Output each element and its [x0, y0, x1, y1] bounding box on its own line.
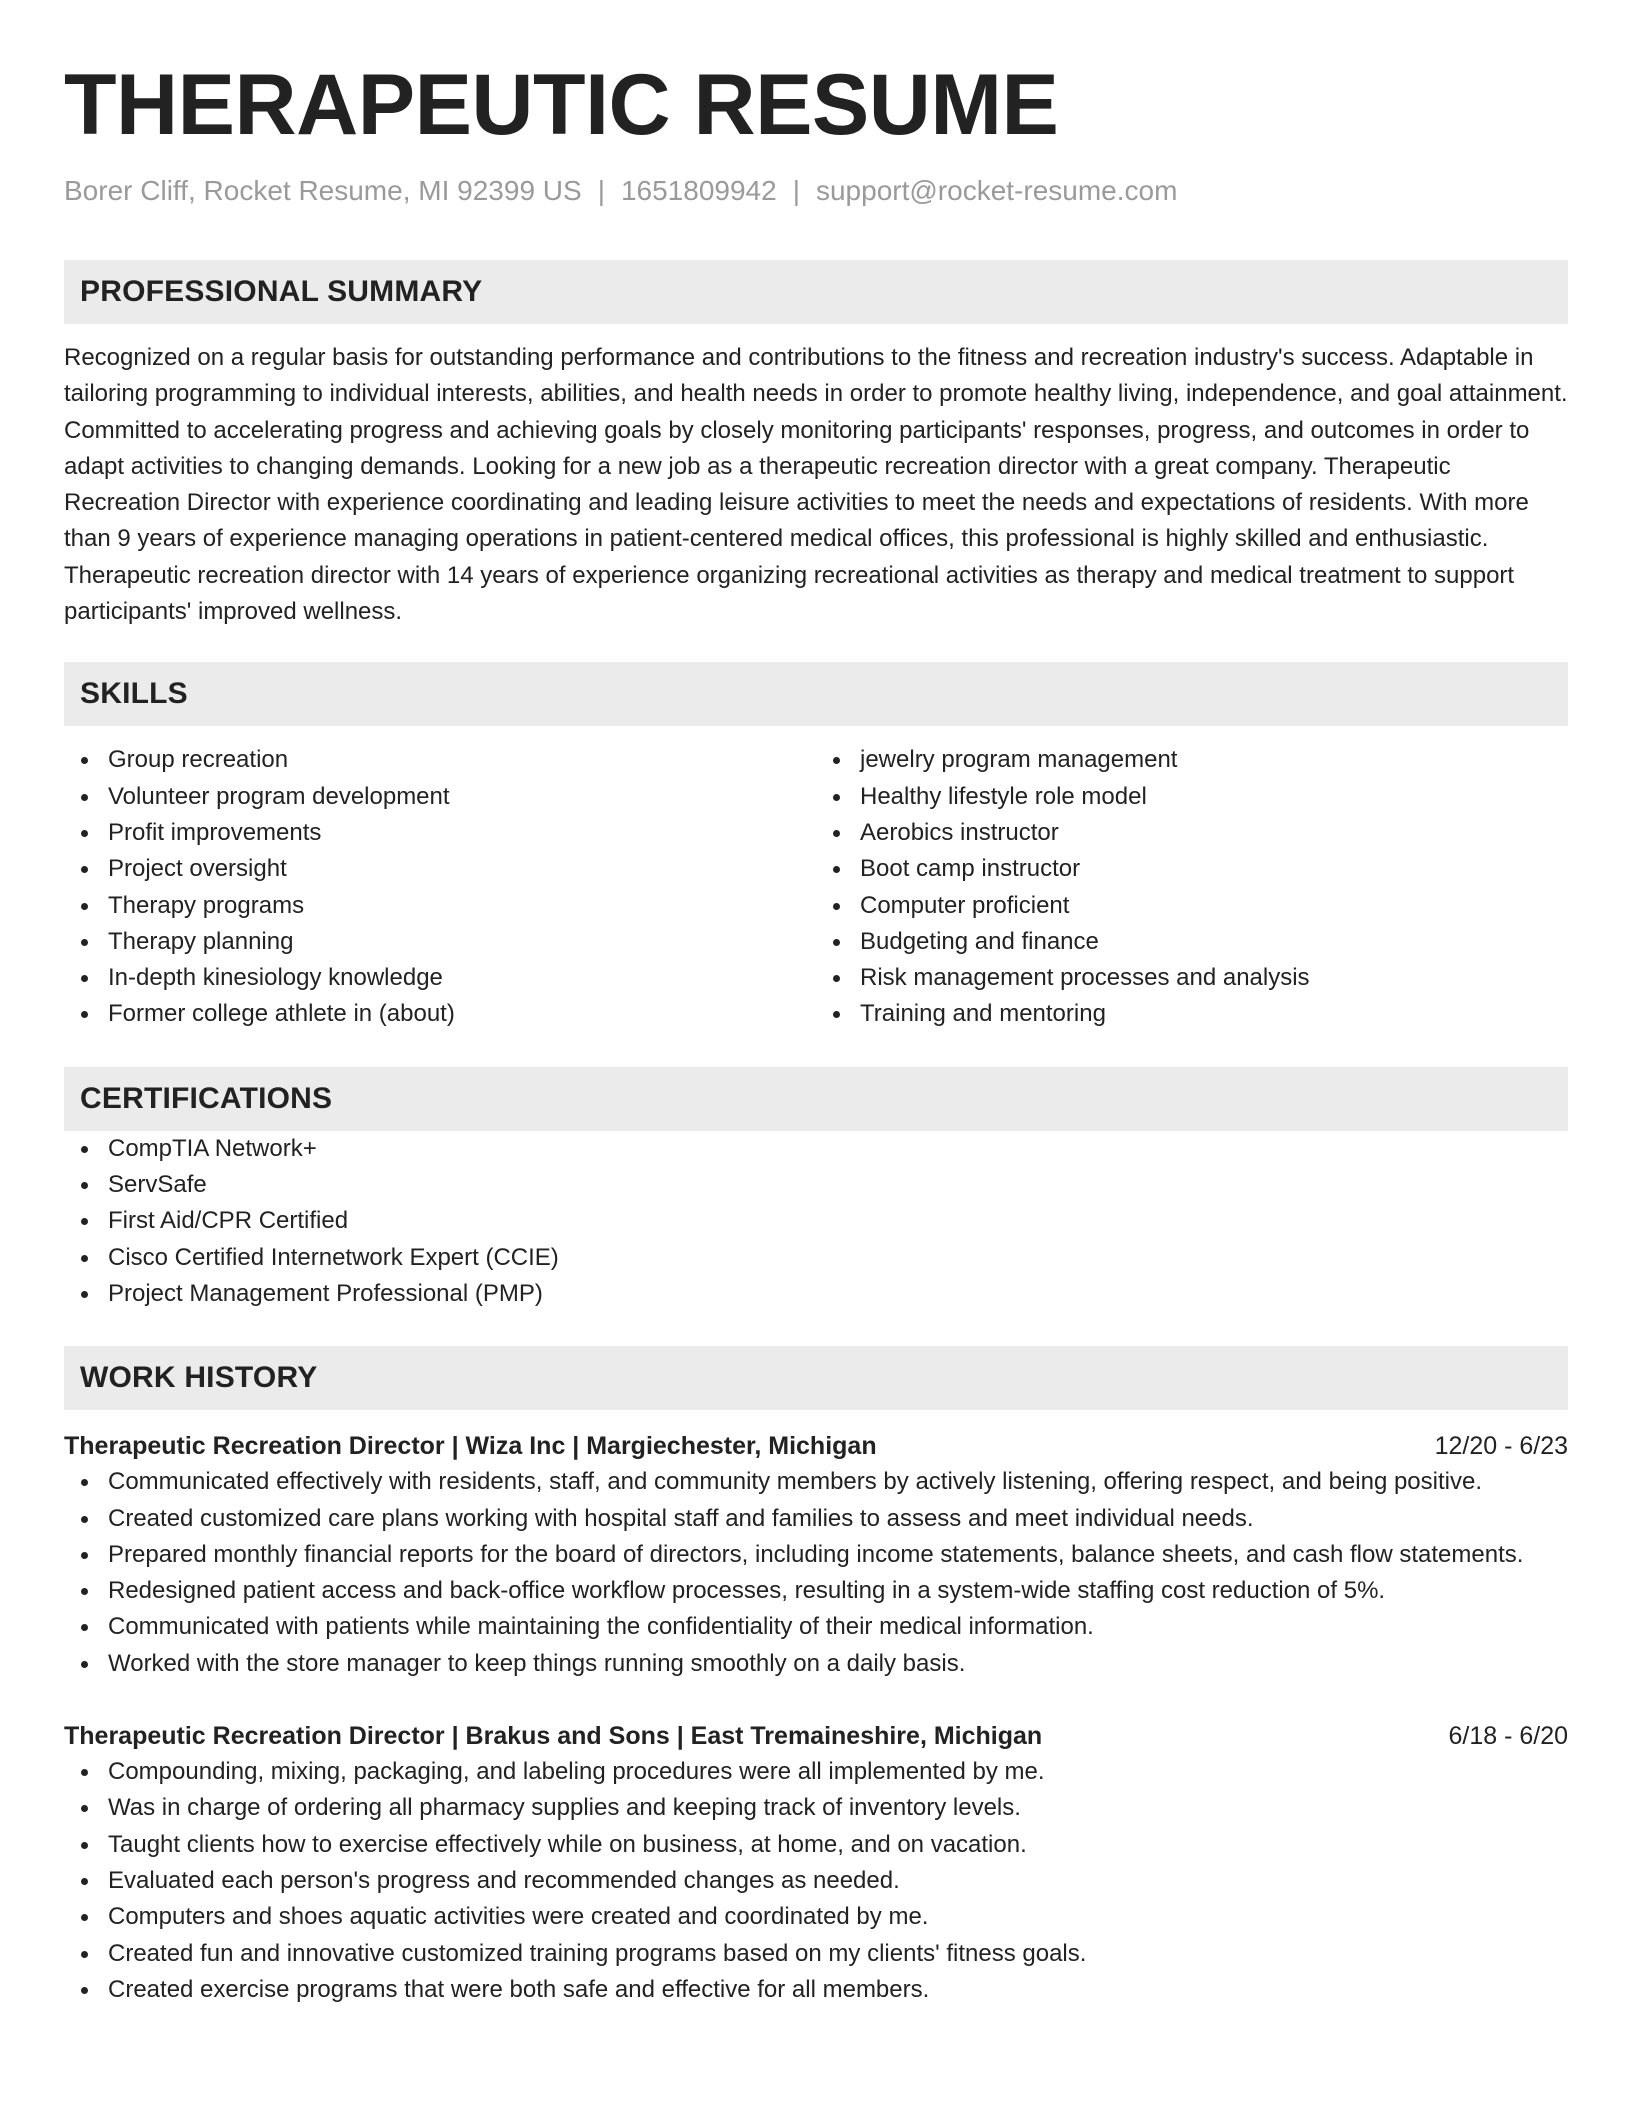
- certification-item: ServSafe: [108, 1167, 1568, 1203]
- skill-item: In-depth kinesiology knowledge: [108, 960, 816, 996]
- contact-phone: 1651809942: [620, 175, 777, 206]
- skill-item: Therapy planning: [108, 924, 816, 960]
- contact-address: Borer Cliff, Rocket Resume, MI 92399 US: [64, 175, 582, 206]
- job-dates: 12/20 - 6/23: [1434, 1432, 1568, 1461]
- skills-left-column: [64, 742, 816, 1032]
- job-dates: 6/18 - 6/20: [1448, 1722, 1568, 1751]
- job-header: [64, 1428, 1568, 1464]
- job-duty: Evaluated each person's progress and recommended changes as needed.: [108, 1863, 1568, 1899]
- job-duty: Was in charge of ordering all pharmacy supplies and keeping track of inventory levels.: [108, 1790, 1568, 1826]
- skill-item: Boot camp instructor: [860, 851, 1568, 887]
- job-duty: Created exercise programs that were both safe and effective for all members.: [108, 1972, 1568, 2008]
- summary-text: Recognized on a regular basis for outstanding performance and contributions to the fitness and recreation industry's success. Adaptable in tailoring programming to individual interests, abilities, and health needs in order to promote healthy living, independence, and goal attainment. Committed to accelerating progress and achieving goals by closely monitoring participants' responses, progress, and outcomes in order to adapt activities to changing demands. Looking for a new job as a therapeutic recreation director with a great company. Therapeutic Recreation Director with experience coordinating and leading leisure activities to meet the needs and expectations of residents. With more than 9 years of experience managing operations in patient-centered medical offices, this professional is highly skilled and enthusiastic. Therapeutic recreation director with 14 years of experience organizing recreational activities as therapy and medical treatment to support participants' improved wellness.: [64, 344, 1568, 626]
- skill-item: Training and mentoring: [860, 996, 1568, 1032]
- skill-item: jewelry program management: [860, 742, 1568, 778]
- certification-item: First Aid/CPR Certified: [108, 1203, 1568, 1239]
- contact-line: [64, 174, 1568, 208]
- contact-separator: |: [597, 175, 605, 206]
- skill-item: Group recreation: [108, 742, 816, 778]
- skill-item: Healthy lifestyle role model: [860, 779, 1568, 815]
- skill-item: Profit improvements: [108, 815, 816, 851]
- job-duty: Communicated with patients while maintaining the confidentiality of their medical information.: [108, 1609, 1568, 1645]
- skill-item: Volunteer program development: [108, 779, 816, 815]
- job-duty: Worked with the store manager to keep things running smoothly on a daily basis.: [108, 1646, 1568, 1682]
- skill-item: Risk management processes and analysis: [860, 960, 1568, 996]
- skills-columns: [64, 742, 1568, 1032]
- skill-item: Project oversight: [108, 851, 816, 887]
- job-title: Therapeutic Recreation Director | Brakus and Sons | East Tremaineshire, Michigan: [64, 1722, 1043, 1751]
- skills-right-column: [816, 742, 1568, 1032]
- skill-item: Budgeting and finance: [860, 924, 1568, 960]
- job-duties-list: [64, 1464, 1568, 1682]
- skills-heading: SKILLS: [64, 662, 1568, 726]
- certification-item: Project Management Professional (PMP): [108, 1276, 1568, 1312]
- job-duty: Compounding, mixing, packaging, and labeling procedures were all implemented by me.: [108, 1754, 1568, 1790]
- resume-title: THERAPEUTIC RESUME: [64, 57, 1059, 153]
- skill-item: Therapy programs: [108, 888, 816, 924]
- job-duty: Computers and shoes aquatic activities were created and coordinated by me.: [108, 1899, 1568, 1935]
- job-duty: Taught clients how to exercise effectively while on business, at home, and on vacation.: [108, 1827, 1568, 1863]
- job-duty: Communicated effectively with residents, staff, and community members by actively listening, offering respect, and being positive.: [108, 1464, 1568, 1500]
- job-header: [64, 1718, 1568, 1754]
- contact-email: support@rocket-resume.com: [815, 175, 1178, 206]
- contact-separator: |: [792, 175, 800, 206]
- job-duty: Created customized care plans working with hospital staff and families to assess and meet individual needs.: [108, 1501, 1568, 1537]
- certification-item: Cisco Certified Internetwork Expert (CCIE): [108, 1240, 1568, 1276]
- job-title: Therapeutic Recreation Director | Wiza Inc | Margiechester, Michigan: [64, 1432, 877, 1461]
- job-duty: Prepared monthly financial reports for the board of directors, including income statements, balance sheets, and cash flow statements.: [108, 1537, 1568, 1573]
- summary-heading: PROFESSIONAL SUMMARY: [64, 260, 1568, 324]
- certifications-list: [64, 1131, 1568, 1312]
- work-history-heading: WORK HISTORY: [64, 1346, 1568, 1410]
- certifications-heading: CERTIFICATIONS: [64, 1067, 1568, 1131]
- skill-item: Computer proficient: [860, 888, 1568, 924]
- skill-item: Aerobics instructor: [860, 815, 1568, 851]
- job-duty: Created fun and innovative customized training programs based on my clients' fitness goals.: [108, 1936, 1568, 1972]
- skill-item: Former college athlete in (about): [108, 996, 816, 1032]
- job-duty: Redesigned patient access and back-office workflow processes, resulting in a system-wide staffing cost reduction of 5%.: [108, 1573, 1568, 1609]
- job-duties-list: [64, 1754, 1568, 2008]
- certification-item: CompTIA Network+: [108, 1131, 1568, 1167]
